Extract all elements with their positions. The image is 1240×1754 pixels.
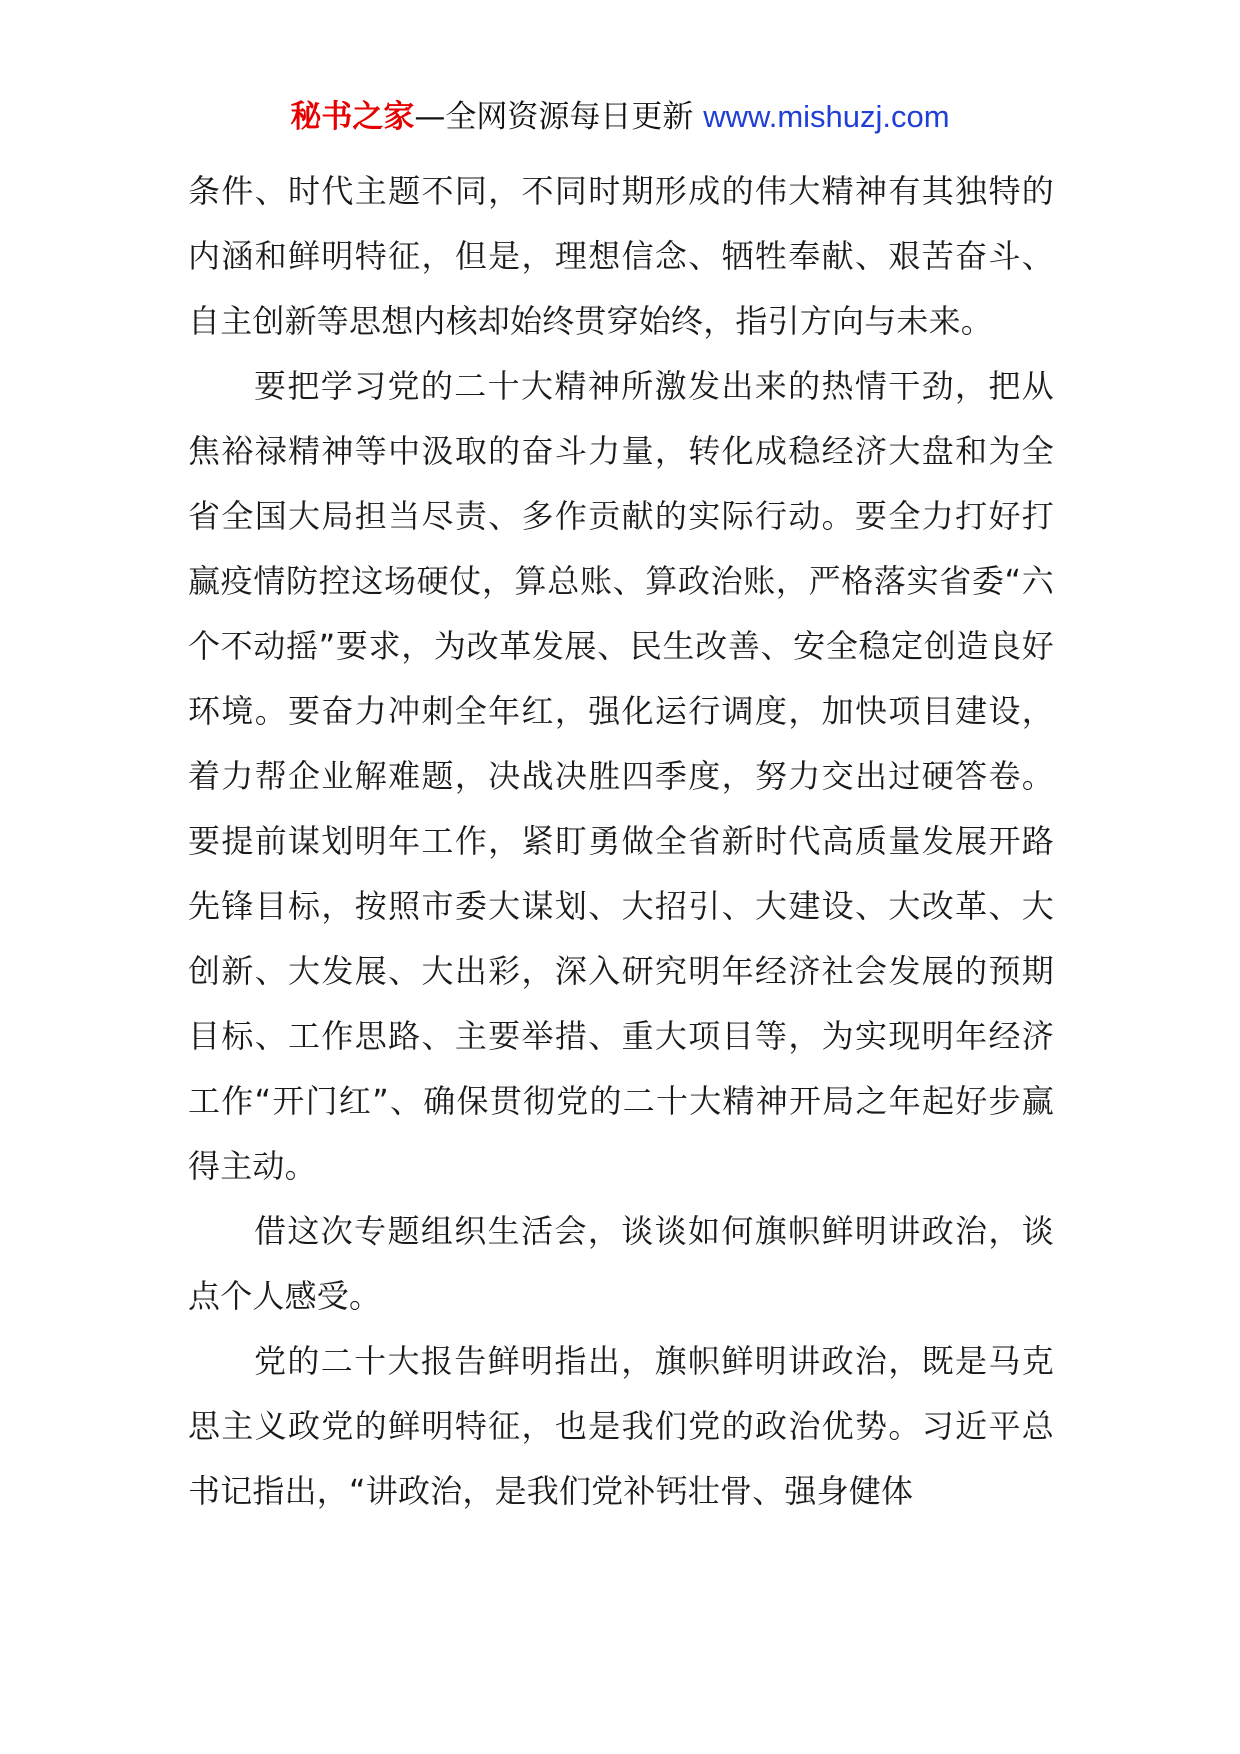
paragraph: 党的二十大报告鲜明指出，旗帜鲜明讲政治，既是马克思主义政党的鲜明特征，也是我们党的政治优势。习近平总书记指出，“讲政治，是我们党补钙壮骨、强身健体 [188, 1342, 1054, 1510]
document-body [188, 159, 1054, 1524]
paragraph: 借这次专题组织生活会，谈谈如何旗帜鲜明讲政治，谈点个人感受。 [188, 1212, 1054, 1315]
paragraph: 要把学习党的二十大精神所激发出来的热情干劲，把从焦裕禄精神等中汲取的奋斗力量，转化成稳经济大盘和为全省全国大局担当尽责、多作贡献的实际行动。要全力打好打赢疫情防控这场硬仗，算总账、算政治账，严格落实省委“六个不动摇”要求，为改革发展、民生改善、安全稳定创造良好环境。要奋力冲刺全年红，强化运行调度，加快项目建设，着力帮企业解难题，决战决胜四季度，努力交出过硬答卷。要提前谋划明年工作，紧盯勇做全省新时代高质量发展开路先锋目标，按照市委大谋划、大招引、大建设、大改革、大创新、大发展、大出彩，深入研究明年经济社会发展的预期目标、工作思路、主要举措、重大项目等，为实现明年经济工作“开门红”、确保贯彻党的二十大精神开局之年起好步赢得主动。 [188, 367, 1054, 1185]
paragraph-continued: 条件、时代主题不同，不同时期形成的伟大精神有其独特的内涵和鲜明特征，但是，理想信念、牺牲奉献、艰苦奋斗、自主创新等思想内核却始终贯穿始终，指引方向与未来。 [188, 172, 1054, 340]
site-brand: 秘书之家 [290, 99, 415, 135]
page-header [0, 98, 1240, 136]
site-url[interactable]: www.mishuzj.com [703, 99, 950, 134]
site-tagline: —全网资源每日更新 [414, 99, 694, 135]
